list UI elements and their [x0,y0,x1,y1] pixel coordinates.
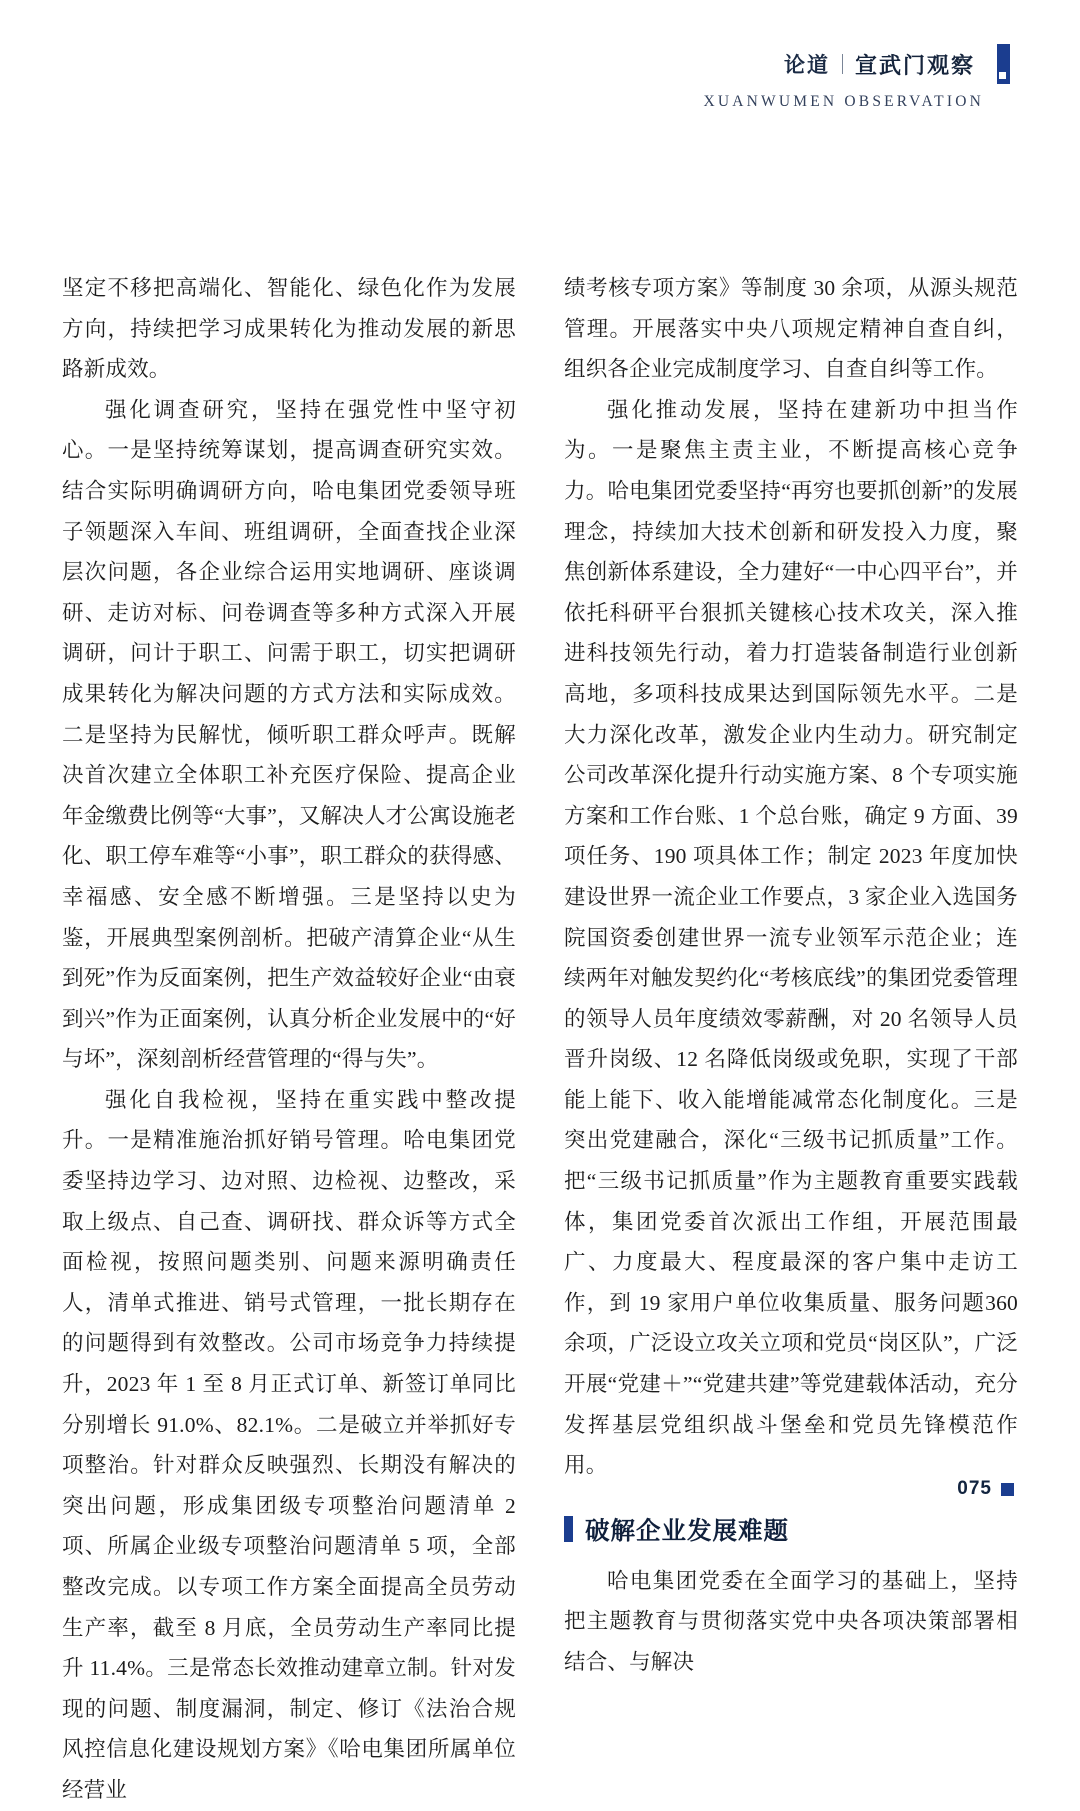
paragraph: 坚定不移把高端化、智能化、绿色化作为发展方向，持续把学习成果转化为推动发展的新思路新成效。 [62,276,516,382]
paragraph: 强化推动发展，坚持在建新功中担当作为。一是聚焦主责主业，不断提高核心竞争力。哈电集团党委坚持“再穷也要抓创新”的发展理念，持续加大技术创新和研发投入力度，聚焦创新体系建设，全力建好“一中心四平台”，并依托科研平台狠抓关键核心技术攻关，深入推进科技领先行动，着力打造装备制造行业创新高地，多项科技成果达到国际领先水平。二是大力深化改革，激发企业内生动力。研究制定公司改革深化提升行动实施方案、8 个专项实施方案和工作台账、1 个总台账，确定 9 方面、39 项任务、190 项具体工作；制定 2023 年度加快建设世界一流企业工作要点，3 家企业入选国务院国资委创建世界一流专业领军示范企业；连续两年对触发契约化“考核底线”的集团党委管理的领导人员年度绩效零薪酬，对 20 名领导人员晋升岗级、12 名降低岗级或免职，实现了干部能上能下、收入能增能减常态化制度化。三是突出党建融合，深化“三级书记抓质量”工作。把“三级书记抓质量”作为主题教育重要实践载体，集团党委首次派出工作组，开展范围最广、力度最大、程度最深的客户集中走访工作，到 19 家用户单位收集质量、服务问题360 余项，广泛设立攻关立项和党员“岗区队”，广泛开展“党建＋”“党建共建”等党建载体活动，充分发挥基层党组织战斗堡垒和党员先锋模范作用。 [564,397,1018,1478]
left-column [62,268,516,1811]
page-header [703,44,1010,111]
header-accent-mark-icon [997,44,1010,84]
article-body [62,268,1018,1811]
right-column [564,268,1018,1811]
paragraph: 绩考核专项方案》等制度 30 余项，从源头规范管理。开展落实中央八项规定精神自查自纠，组织各企业完成制度学习、自查自纠等工作。 [564,276,1018,382]
section-heading-text: 破解企业发展难题 [585,1517,789,1545]
section-accent-bar-icon [564,1516,573,1542]
paragraph: 强化调查研究，坚持在强党性中坚守初心。一是坚持统筹谋划，提高调查研究实效。结合实际明确调研方向，哈电集团党委领导班子领题深入车间、班组调研，全面查找企业深层次问题，各企业综合运用实地调研、座谈调研、走访对标、问卷调查等多种方式深入开展调研，问计于职工、问需于职工，切实把调研成果转化为解决问题的方式方法和实际成效。二是坚持为民解忧，倾听职工群众呼声。既解决首次建立全体职工补充医疗保险、提高企业年金缴费比例等“大事”，又解决人才公寓设施老化、职工停车难等“小事”，职工群众的获得感、幸福感、安全感不断增强。三是坚持以史为鉴，开展典型案例剖析。把破产清算企业“从生到死”作为反面案例，把生产效益较好企业“由衰到兴”作为正面案例，认真分析企业发展中的“好与坏”，深刻剖析经营管理的“得与失”。 [62,397,516,1072]
header-divider [842,54,843,74]
section-heading [564,1512,1018,1547]
paragraph: 强化自我检视，坚持在重实践中整改提升。一是精准施治抓好销号管理。哈电集团党委坚持边学习、边对照、边检视、边整改，采取上级点、自己查、调研找、群众诉等方式全面检视，按照问题类别、问题来源明确责任人，清单式推进、销号式管理，一批长期存在的问题得到有效整改。公司市场竞争力持续提升，2023 年 1 至 8 月正式订单、新签订单同比分别增长 91.0%、82.1%。二是破立并举抓好专项整治。针对群众反映强烈、长期没有解决的突出问题，形成集团级专项整治问题清单 2 项、所属企业级专项整治问题清单 5 项，全部整改完成。以专项工作方案全面提高全员劳动生产率，截至 8 月底，全员劳动生产率同比提升 11.4%。三是常态长效推动建章立制。针对发现的问题、制度漏洞，制定、修订《法治合规风控信息化建设规划方案》《哈电集团所属单位经营业 [62,1087,516,1802]
page-number: 075 [957,1478,992,1499]
paragraph: 哈电集团党委在全面学习的基础上，坚持把主题教育与贯彻落实党中央各项决策部署相结合、与解决 [564,1568,1018,1674]
header-title-row [784,44,1010,84]
header-column-label: 论道 [783,53,830,77]
header-section-label: 宣武门观察 [854,52,975,78]
page-footer [957,1478,1014,1500]
header-english-label: XUANWUMEN OBSERVATION [703,93,984,110]
footer-accent-square-icon [1001,1483,1014,1496]
